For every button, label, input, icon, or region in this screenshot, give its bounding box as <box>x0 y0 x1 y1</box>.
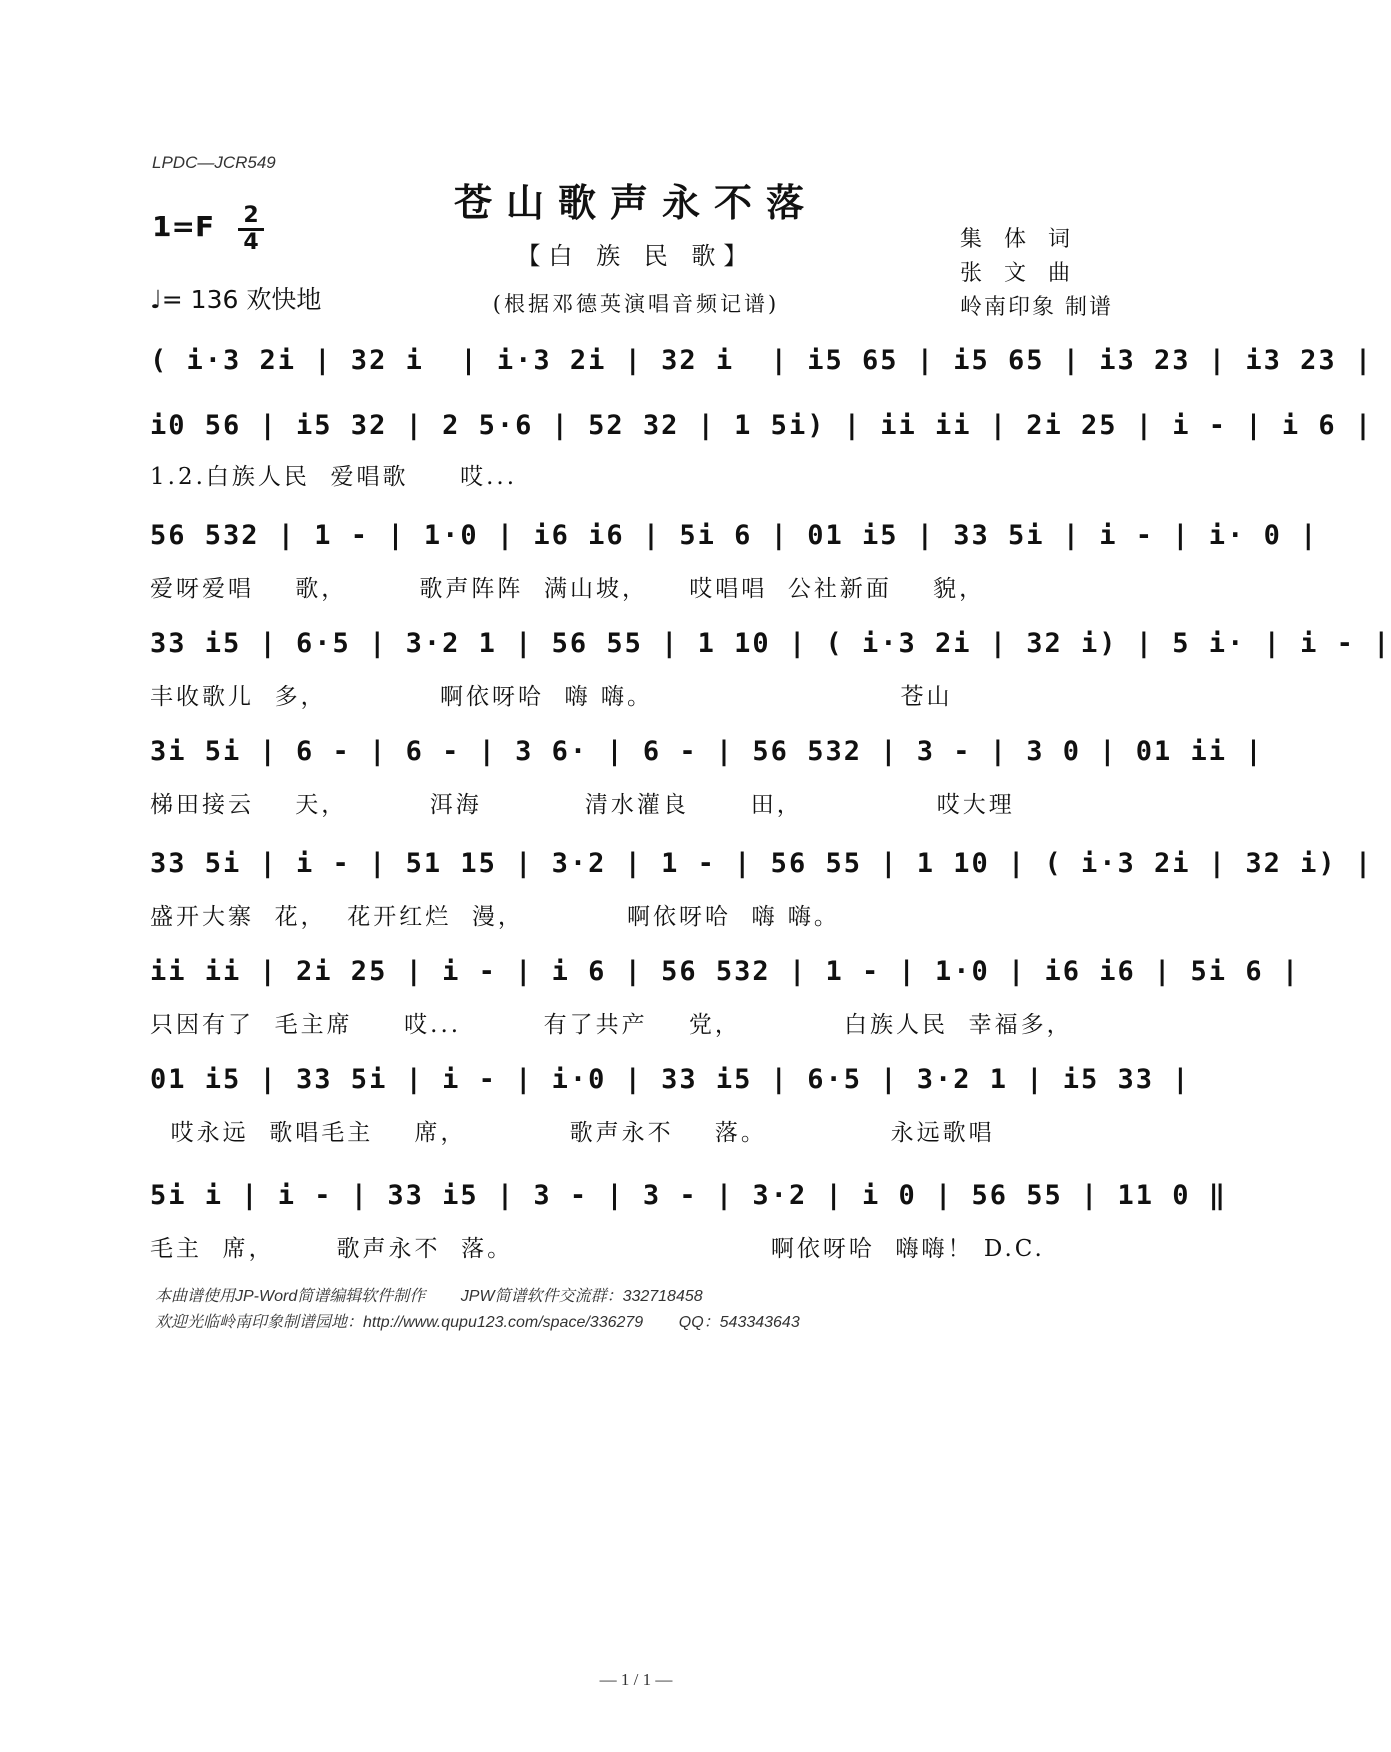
stave-line-4: 33 i5 | 6·5 | 3·2 1 | 56 55 | 1 10 | ( i·3 2i | 32 i) | 5 i· | i - | <box>150 628 1391 659</box>
lyric-line-7: 只因有了 毛主席 哎... 有了共产 党， 白族人民 幸福多， <box>150 1012 1073 1038</box>
lyric-line-4: 丰收歌儿 多， 啊依呀哈 嗨 嗨。 苍山 <box>150 684 953 710</box>
credit-composer: 张文曲 <box>960 261 1093 286</box>
score-code: LPDC—JCR549 <box>152 153 276 172</box>
credit-transcriber: 岭南印象 制谱 <box>960 295 1113 320</box>
credit-lyricist: 集体词 <box>960 227 1093 252</box>
time-signature-top: 2 <box>243 203 259 228</box>
lyric-line-6: 盛开大寨 花， 花开红烂 漫， 啊依呀哈 嗨 嗨。 <box>150 904 840 930</box>
stave-line-7: ii ii | 2i 25 | i - | i 6 | 56 532 | 1 - | 1·0 | i6 i6 | 5i 6 | <box>150 956 1301 987</box>
stave-line-6: 33 5i | i - | 51 15 | 3·2 | 1 - | 56 55 | 1 10 | ( i·3 2i | 32 i) | <box>150 848 1374 879</box>
tempo-marking: ♩= 136 欢快地 <box>150 285 322 314</box>
genre-label: 【白 族 民 歌】 <box>516 242 756 270</box>
lyric-line-9: 毛主 席， 歌声永不 落。 啊依呀哈 嗨嗨！ D.C. <box>150 1236 1045 1262</box>
stave-line-3: 56 532 | 1 - | 1·0 | i6 i6 | 5i 6 | 01 i5 | 33 5i | i - | i· 0 | <box>150 520 1319 551</box>
lyric-line-8: 哎永远 歌唱毛主 席， 歌声永不 落。 永远歌唱 <box>150 1120 995 1146</box>
footer-software-note: 本曲谱使用JP-Word简谱编辑软件制作 JPW简谱软件交流群：332718458 <box>155 1288 703 1305</box>
lyric-line-5: 梯田接云 天， 洱海 清水灌良 田， 哎大理 <box>150 792 1015 818</box>
page-title: 苍山歌声永不落 <box>453 180 818 225</box>
stave-line-8: 01 i5 | 33 5i | i - | i·0 | 33 i5 | 6·5 | 3·2 1 | i5 33 | <box>150 1064 1191 1095</box>
stave-line-1: ( i·3 2i | 32 i | i·3 2i | 32 i | i5 65 | i5 65 | i3 23 | i3 23 | <box>150 345 1374 376</box>
page-number: — 1 / 1 — <box>599 1670 673 1689</box>
lyric-line-2: 1.2.白族人民 爱唱歌 哎... <box>150 464 517 490</box>
time-signature-bottom: 4 <box>243 230 259 255</box>
footer-website-note: 欢迎光临岭南印象制谱园地：http://www.qupu123.com/space/336279 QQ：543343643 <box>155 1314 800 1331</box>
stave-line-9: 5i i | i - | 33 i5 | 3 - | 3 - | 3·2 | i 0 | 56 55 | 11 0 ‖ <box>150 1180 1228 1211</box>
source-note: (根据邓德英演唱音频记谱) <box>492 292 780 316</box>
lyric-line-3: 爱呀爱唱 歌， 歌声阵阵 满山坡， 哎唱唱 公社新面 貌， <box>150 576 986 602</box>
time-signature <box>238 205 264 254</box>
stave-line-5: 3i 5i | 6 - | 6 - | 3 6· | 6 - | 56 532 | 3 - | 3 0 | 01 ii | <box>150 736 1264 767</box>
stave-line-2: i0 56 | i5 32 | 2 5·6 | 52 32 | 1 5i) | ii ii | 2i 25 | i - | i 6 | <box>150 410 1374 441</box>
key-signature: 1=F <box>152 210 215 243</box>
